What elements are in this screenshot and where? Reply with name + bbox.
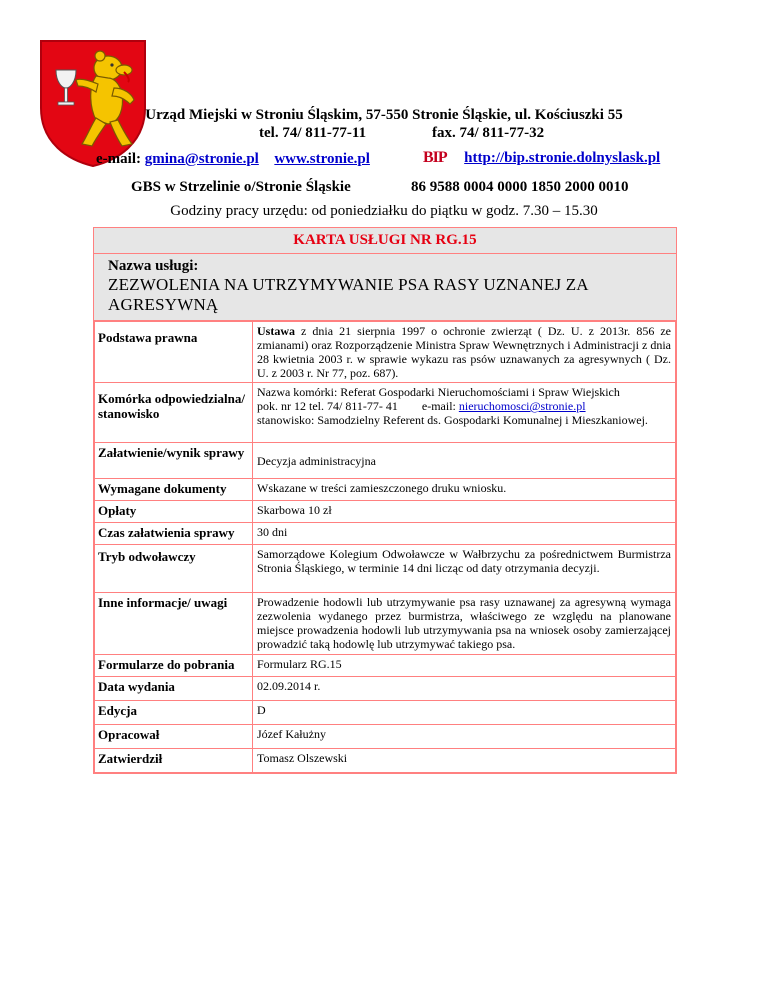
table-row xyxy=(95,501,676,523)
row-label: Czas załatwienia sprawy xyxy=(95,523,253,545)
table-row xyxy=(95,677,676,701)
row-value: Prowadzenie hodowli lub utrzymywanie psa rasy uznawanej za agresywną wymaga zezwolenia wydanego przez burmistrza, właściwego ze względu na planowane miejsce prowadzenia hodowli lub utrzymywania psa na wniosek osoby zamierzającej prowadzić taką hodowlę lub utrzymywać takiego psa. xyxy=(253,593,676,655)
row-label: Wymagane dokumenty xyxy=(95,479,253,501)
coat-of-arms-bear-icon xyxy=(38,38,148,168)
office-address: Urząd Miejski w Stroniu Śląskim, 57-550 Stronie Śląskie, ul. Kościuszki 55 xyxy=(145,107,623,123)
office-phone: tel. 74/ 811-77-11 xyxy=(259,125,367,141)
row-label: Tryb odwoławczy xyxy=(95,545,253,593)
row-value: Skarbowa 10 zł xyxy=(253,501,676,523)
row-label: Załatwienie/wynik sprawy xyxy=(95,443,253,479)
row-value: Samorządowe Kolegium Odwoławcze w Wałbrzychu za pośrednictwem Burmistrza Stronia Śląskiego, w terminie 14 dni licząc od daty otrzymania decyzji. xyxy=(253,545,676,593)
table-row xyxy=(95,593,676,655)
email-link[interactable]: gmina@stronie.pl xyxy=(144,151,259,167)
row-label: Zatwierdził xyxy=(95,749,253,773)
table-row xyxy=(95,749,676,773)
bank-name: GBS w Strzelinie o/Stronie Śląskie xyxy=(131,179,351,195)
unit-position: stanowisko: Samodzielny Referent ds. Gospodarki Komunalnej i Mieszkaniowej. xyxy=(257,413,648,427)
law-text: z dnia 21 sierpnia 1997 o ochronie zwierząt ( Dz. U. z 2013r. 856 ze zmianami) oraz Rozporządzenie Ministra Spraw Wewnętrznych i Administracji z dnia 28 kwietnia 2003 r. w sprawie wykazu ras psów uznawanych za agresywnych ( Dz. U. z 2003 r. Nr 77, poz. 687). xyxy=(257,324,671,380)
row-label: Inne informacje/ uwagi xyxy=(95,593,253,655)
row-label: Edycja xyxy=(95,701,253,725)
row-value: Decyzja administracyjna xyxy=(253,443,676,479)
email-row xyxy=(96,151,370,168)
service-name: ZEZWOLENIA NA UTRZYMYWANIE PSA RASY UZNANEJ ZA AGRESYWNĄ xyxy=(108,275,588,314)
row-value: D xyxy=(253,701,676,725)
service-label: Nazwa usługi: xyxy=(108,258,199,274)
service-header xyxy=(94,254,676,321)
row-label: Data wydania xyxy=(95,677,253,701)
row-label: Komórka odpowiedzialna/ stanowisko xyxy=(95,383,253,443)
table-row xyxy=(95,383,676,443)
table-row xyxy=(95,725,676,749)
table-row xyxy=(95,701,676,725)
row-value xyxy=(253,322,676,383)
row-value: Wskazane w treści zamieszczonego druku wniosku. xyxy=(253,479,676,501)
website-link[interactable]: www.stronie.pl xyxy=(274,151,370,167)
table-row xyxy=(95,322,676,383)
card-title: KARTA USŁUGI NR RG.15 xyxy=(94,228,676,254)
row-value: Józef Kałużny xyxy=(253,725,676,749)
table-row xyxy=(95,655,676,677)
table-row xyxy=(95,545,676,593)
form-link[interactable]: Formularz RG.15 xyxy=(257,657,342,671)
row-value xyxy=(253,383,676,443)
bip-row xyxy=(423,149,660,167)
office-fax: fax. 74/ 811-77-32 xyxy=(432,125,545,141)
row-value: 30 dni xyxy=(253,523,676,545)
unit-email-label: e-mail: xyxy=(421,399,456,413)
row-label: Formularze do pobrania xyxy=(95,655,253,677)
row-value xyxy=(253,655,676,677)
row-label: Opracował xyxy=(95,725,253,749)
row-value: 02.09.2014 r. xyxy=(253,677,676,701)
bip-logo-icon: BIP xyxy=(423,149,447,166)
row-value: Tomasz Olszewski xyxy=(253,749,676,773)
unit-name: Nazwa komórki: Referat Gospodarki Nieruchomościami i Spraw Wiejskich xyxy=(257,385,620,399)
unit-email-link[interactable]: nieruchomosci@stronie.pl xyxy=(458,399,586,413)
bip-link[interactable]: http://bip.stronie.dolnyslask.pl xyxy=(464,150,661,166)
bank-account: 86 9588 0004 0000 1850 2000 0010 xyxy=(411,179,629,195)
unit-contact xyxy=(257,399,671,413)
law-title: Ustawa xyxy=(257,324,295,338)
unit-phone: pok. nr 12 tel. 74/ 811-77- 41 xyxy=(257,399,398,413)
table-row xyxy=(95,523,676,545)
row-label: Opłaty xyxy=(95,501,253,523)
row-label: Podstawa prawna xyxy=(95,322,253,383)
service-card xyxy=(93,227,677,774)
office-hours: Godziny pracy urzędu: od poniedziałku do piątku w godz. 7.30 – 15.30 xyxy=(170,203,598,219)
table-row xyxy=(95,443,676,479)
service-table xyxy=(94,321,676,773)
table-row xyxy=(95,479,676,501)
email-label: e-mail: xyxy=(96,151,141,167)
